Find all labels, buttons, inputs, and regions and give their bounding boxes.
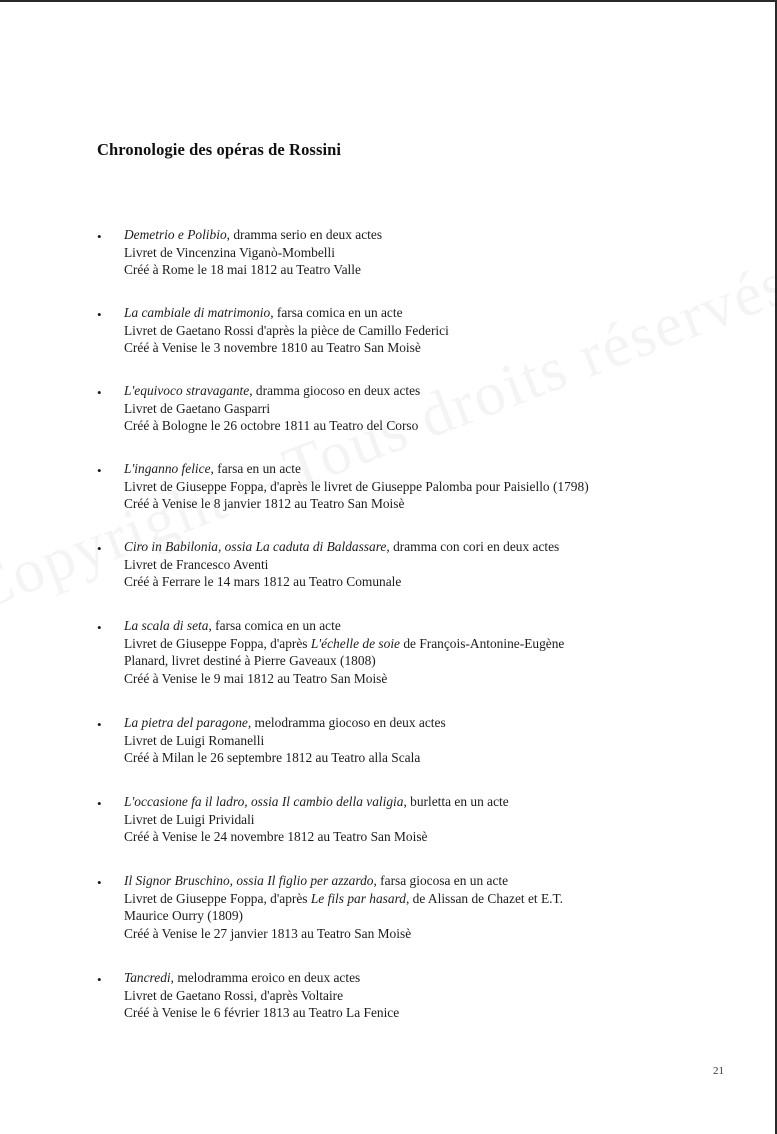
entry-heading	[124, 872, 644, 890]
entry-body	[124, 969, 644, 1022]
entry-heading	[124, 969, 644, 987]
entry-body	[124, 304, 644, 357]
libretto-line: Livret de Luigi Prividali	[124, 811, 255, 827]
entry-heading	[124, 382, 644, 400]
entry-heading	[124, 226, 644, 244]
bullet-icon: •	[97, 307, 102, 322]
entry-heading	[124, 617, 644, 635]
premiere-line: Créé à Venise le 3 novembre 1810 au Teatro San Moisè	[124, 340, 421, 355]
libretto-line	[124, 635, 644, 653]
libretto-line: Livret de Francesco Aventi	[124, 556, 269, 572]
opera-genre: , farsa giocosa en un acte	[373, 873, 509, 888]
opera-genre: , melodramma giocoso en deux actes	[247, 715, 446, 730]
source-work-title: L'échelle de soie	[310, 635, 400, 651]
opera-genre: , dramma serio en deux actes	[226, 227, 383, 242]
opera-genre: , dramma giocoso en deux actes	[249, 383, 421, 398]
premiere-line: Créé à Bologne le 26 octobre 1811 au Teatro del Corso	[124, 418, 419, 433]
bullet-icon: •	[97, 972, 102, 987]
bullet-icon: •	[97, 796, 102, 811]
opera-title: Demetrio e Polibio	[124, 227, 227, 242]
opera-genre: , burletta en un acte	[403, 794, 509, 809]
bullet-icon: •	[97, 229, 102, 244]
page-number: 21	[713, 1065, 724, 1077]
libretto-line: Livret de Vincenzina Viganò-Mombelli	[124, 244, 335, 260]
libretto-suffix: de François-Antonine-Eugène	[399, 635, 565, 651]
entry-body	[124, 793, 644, 846]
premiere-line: Créé à Venise le 27 janvier 1813 au Teatro San Moisè	[124, 925, 412, 941]
premiere-line: Créé à Venise le 8 janvier 1812 au Teatro San Moisè	[124, 496, 405, 511]
entry-body	[124, 872, 644, 942]
libretto-line: Livret de Gaetano Rossi d'après la pièce de Camillo Federici	[124, 322, 449, 338]
premiere-line: Créé à Milan le 26 septembre 1812 au Teatro alla Scala	[124, 750, 421, 765]
opera-title: L'inganno felice	[124, 461, 211, 476]
entry-body	[124, 226, 644, 279]
premiere-line: Créé à Venise le 24 novembre 1812 au Teatro San Moisè	[124, 829, 428, 844]
entry-body	[124, 617, 644, 687]
libretto-line: Livret de Giuseppe Foppa, d'après le livret de Giuseppe Palomba pour Paisiello (1798)	[124, 478, 589, 494]
bullet-icon: •	[97, 541, 102, 556]
opera-genre: , farsa comica en un acte	[270, 305, 403, 320]
opera-title: L'occasione fa il ladro, ossia Il cambio della valigia	[124, 794, 404, 809]
premiere-line: Créé à Venise le 6 février 1813 au Teatro La Fenice	[124, 1005, 400, 1020]
opera-title: Il Signor Bruschino, ossia Il figlio per azzardo	[124, 873, 374, 888]
libretto-prefix: Livret de Giuseppe Foppa, d'après	[124, 890, 311, 906]
bullet-icon: •	[97, 875, 102, 890]
entry-body	[124, 714, 644, 767]
bullet-icon: •	[97, 385, 102, 400]
libretto-line	[124, 890, 644, 908]
page-title: Chronologie des opéras de Rossini	[97, 140, 342, 159]
bullet-icon: •	[97, 463, 102, 478]
premiere-line: Créé à Ferrare le 14 mars 1812 au Teatro Comunale	[124, 574, 402, 589]
libretto-suffix: , de Alissan de Chazet et E.T.	[405, 890, 564, 906]
opera-genre: , farsa en un acte	[210, 461, 301, 476]
entry-body	[124, 460, 644, 513]
entry-heading	[124, 714, 644, 732]
opera-title: La scala di seta	[124, 618, 209, 633]
premiere-line: Créé à Venise le 9 mai 1812 au Teatro San Moisè	[124, 670, 388, 686]
opera-title: La cambiale di matrimonio	[124, 305, 271, 320]
opera-genre: , dramma con cori en deux actes	[386, 539, 560, 554]
libretto-continuation: Planard, livret destiné à Pierre Gaveaux (1808)	[124, 653, 376, 668]
entry-heading	[124, 538, 644, 556]
bullet-icon: •	[97, 717, 102, 732]
libretto-line: Livret de Gaetano Gasparri	[124, 400, 271, 416]
entry-heading	[124, 793, 644, 811]
opera-genre: , farsa comica en un acte	[208, 618, 341, 633]
opera-title: Ciro in Babilonia, ossia La caduta di Baldassare	[124, 539, 387, 554]
source-work-title: Le fils par hasard	[310, 890, 406, 906]
entry-body	[124, 538, 644, 591]
opera-genre: , melodramma eroico en deux actes	[170, 970, 361, 985]
libretto-line: Livret de Luigi Romanelli	[124, 732, 265, 748]
premiere-line: Créé à Rome le 18 mai 1812 au Teatro Valle	[124, 262, 361, 277]
entry-heading	[124, 460, 644, 478]
libretto-prefix: Livret de Giuseppe Foppa, d'après	[124, 635, 311, 651]
opera-title: L'equivoco stravagante	[124, 383, 250, 398]
libretto-continuation: Maurice Ourry (1809)	[124, 908, 243, 923]
entry-heading	[124, 304, 644, 322]
opera-title: Tancredi	[124, 970, 171, 985]
libretto-line: Livret de Gaetano Rossi, d'après Voltaire	[124, 987, 344, 1003]
entry-body	[124, 382, 644, 435]
opera-title: La pietra del paragone	[124, 715, 248, 730]
bullet-icon: •	[97, 620, 102, 635]
